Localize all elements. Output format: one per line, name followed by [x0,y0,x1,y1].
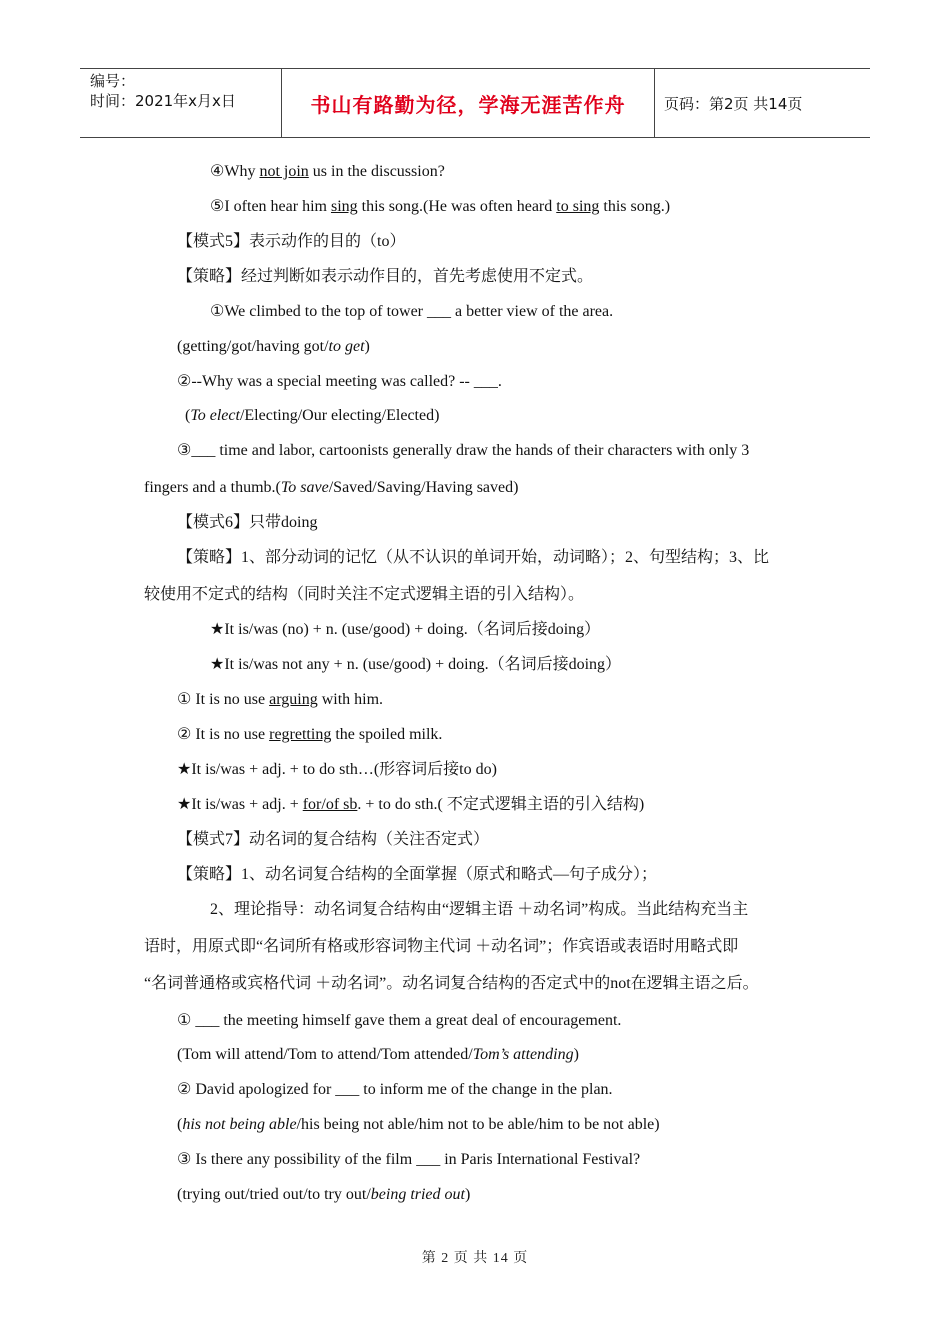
text-segment: ② David apologized for ___ to inform me of the change in the plan. [177,1081,613,1098]
text-line [144,974,759,994]
italic-answer: his not being able [182,1116,297,1133]
text-line [144,585,584,605]
text-segment: 【模式5】表示动作的目的（to） [177,233,406,250]
text-segment: ① It is no use [177,691,270,708]
text-segment: ★It is/was + adj. + [177,796,303,813]
text-segment: ) [573,1046,579,1063]
text-segment: the spoiled milk. [331,726,443,743]
text-line [177,372,502,392]
text-segment: ( [177,1116,183,1133]
text-segment: 【策略】1、动名词复合结构的全面掌握（原式和略式—句子成分）； [177,866,658,883]
serial-label: 编号： [90,72,136,90]
text-segment: ) [364,338,370,355]
text-segment: ① ___ the meeting himself gave them a great deal of encouragement. [177,1012,622,1029]
text-segment: /Saved/Saving/Having saved) [328,479,519,496]
text-line [210,655,621,675]
text-segment: ②--Why was a special meeting was called? -- ___. [177,373,502,390]
italic-answer: To save [280,479,329,496]
text-line [210,197,670,217]
underlined-answer: arguing [269,691,318,708]
text-line [177,760,497,780]
text-line [177,1045,579,1065]
text-segment: ⑤I often hear him [210,198,331,215]
text-line [177,865,657,885]
text-segment: ★It is/was (no) + n. (use/good) + doing.（名词后接doing） [210,621,601,638]
text-segment: (getting/got/having got/ [177,338,329,355]
text-line [177,337,370,357]
text-segment: ★It is/was + adj. + to do sth…(形容词后接to do) [177,761,497,778]
text-segment: ③ Is there any possibility of the film ___ in Paris International Festival? [177,1151,641,1168]
text-segment: ①We climbed to the top of tower ___ a better view of the area. [210,303,614,320]
text-segment: ) [464,1186,471,1203]
italic-answer: Tom’s attending [472,1046,574,1063]
text-line [144,937,738,957]
underlined-answer: regretting [269,726,332,743]
text-segment: 【模式6】只带doing [177,514,318,531]
header-meta-cell [80,69,280,137]
text-line [177,795,644,815]
header-motto-cell [281,69,655,137]
text-line [177,513,317,533]
text-segment: us in the discussion? [308,163,445,180]
underlined-answer: not join [259,163,309,180]
text-segment: 较使用不定式的结构（同时关注不定式逻辑主语的引入结构）。 [144,586,585,603]
text-segment: this song.(He was often heard [357,198,557,215]
text-segment: “名词普通格或宾格代词 ＋动名词”。动名词复合结构的否定式中的not在逻辑主语之后。 [144,975,759,992]
underlined-answer: sing [330,198,358,215]
text-line [177,232,405,252]
date-label: 时间：2021年x月x日 [90,92,236,110]
italic-answer: being tried out [370,1186,465,1203]
text-line [177,1080,613,1100]
text-line [177,441,749,461]
text-line [210,900,748,920]
text-segment: /his being not able/him not to be able/him to be not able) [296,1116,660,1133]
text-line [210,620,600,640]
text-line [210,162,445,182]
text-segment: . + to do sth.( 不定式逻辑主语的引入结构) [357,796,645,813]
italic-answer: to get [328,338,365,355]
page-info: 页码：第2页 共14页 [664,95,803,113]
text-line [177,830,489,850]
text-segment: ( [185,407,191,424]
text-segment: (Tom will attend/Tom to attend/Tom attended/ [177,1046,473,1063]
text-segment: 语时，用原式即“名词所有格或形容词物主代词 ＋动名词”；作宾语或表语时用略式即 [144,938,739,955]
text-line [177,690,383,710]
text-segment: with him. [317,691,384,708]
text-segment: ★It is/was not any + n. (use/good) + doing.（名词后接doing） [210,656,622,673]
text-segment: ② It is no use [177,726,270,743]
text-line [177,1185,470,1205]
text-segment: (trying out/tried out/to try out/ [177,1186,371,1203]
text-line [144,478,518,498]
italic-answer: To elect [190,407,240,424]
text-segment: 【策略】1、部分动词的记忆（从不认识的单词开始，动词略）；2、句型结构；3、比 [177,549,770,566]
text-segment: ③___ time and labor, cartoonists generally draw the hands of their characters with only 3 [177,442,750,459]
text-segment: 2、理论指导：动名词复合结构由“逻辑主语 ＋动名词”构成。当此结构充当主 [210,901,749,918]
header-page-cell [655,69,870,137]
page-header [80,68,870,138]
text-segment: this song.) [599,198,671,215]
underlined-answer: for/of sb [302,796,358,813]
text-line [177,267,593,287]
motto: 书山有路勤为径，学海无涯苦作舟 [310,93,626,117]
text-segment: 【策略】经过判断如表示动作目的，首先考虑使用不定式。 [177,268,594,285]
text-segment: /Electing/Our electing/Elected) [239,407,440,424]
text-line [210,302,613,322]
text-line [177,725,442,745]
text-segment: fingers and a thumb.( [144,479,281,496]
text-segment: 【模式7】动名词的复合结构（关注否定式） [177,831,490,848]
text-segment: ④Why [210,163,260,180]
text-line [177,1011,621,1031]
text-line [177,548,769,568]
text-line [177,1150,640,1170]
text-line [185,406,439,426]
underlined-answer: to sing [556,198,600,215]
page-footer: 第 2 页 共 14 页 [421,1251,529,1266]
text-line [177,1115,660,1135]
